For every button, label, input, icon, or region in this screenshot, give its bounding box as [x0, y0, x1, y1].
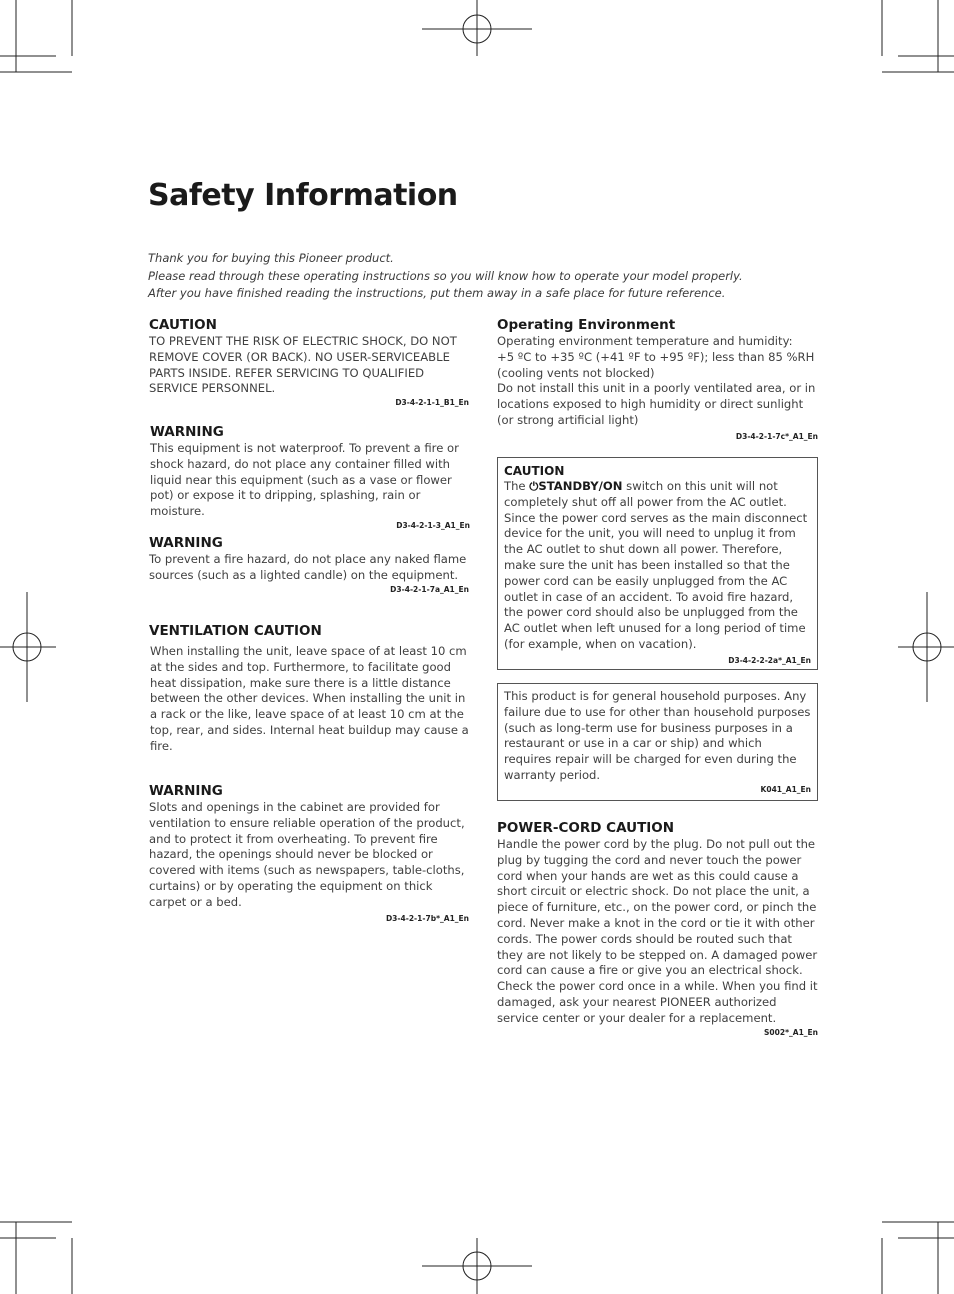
standby-caution-heading: CAUTION: [504, 464, 565, 478]
page-title: Safety Information: [148, 178, 458, 213]
warning-heading: WARNING: [149, 535, 223, 551]
caution-code: D3-4-2-1-1_B1_En: [395, 398, 469, 408]
standby-text-after: switch on this unit will not completely shut off all power from the AC outlet. Since the power cord serves as the main disconnect device for the unit, you will need to unplug it from the AC outlet to shut down all power. Therefore, make sure the unit has been installed so that the power cord can be easily unplugged from the AC outlet in case of an accident. To avoid fire hazard, the power cord should also be unplugged from the AC outlet when left unused for a long period of time (for example, when on vacation).: [504, 479, 808, 651]
power-cord-code: S002*_A1_En: [764, 1027, 818, 1037]
power-cord-caution-section: [497, 820, 818, 1038]
operating-environment-section: [497, 317, 818, 442]
ventilation-text: When installing the unit, leave space of at least 10 cm at the sides and top. Furthermore, to facilitate good heat dissipation, make sure there is a little distance between the other devices. When installing the unit in a rack or the like, leave space of at least 10 cm at the top, rear, and sides. Internal heat buildup may cause a fire.: [150, 644, 469, 753]
intro-line: Please read through these operating instructions so you will know how to operate your model properly.: [148, 268, 743, 283]
warning-heading: WARNING: [150, 424, 224, 440]
intro-line: Thank you for buying this Pioneer product.: [148, 251, 394, 265]
standby-caution-code: D3-4-2-2-2a*_A1_En: [728, 655, 811, 665]
intro-line: After you have finished reading the instructions, put them away in a safe place for future reference.: [148, 286, 726, 300]
power-cord-heading: POWER-CORD CAUTION: [497, 820, 675, 836]
intro-text: [148, 250, 788, 303]
warning-text: This equipment is not waterproof. To prevent a fire or shock hazard, do not place any container filled with liquid near this equipment (such as a vase or flower pot) or expose it to dripping, splashing, rain or moisture.: [150, 441, 459, 519]
caution-text: TO PREVENT THE RISK OF ELECTRIC SHOCK, DO NOT REMOVE COVER (OR BACK). NO USER-SERVICEABLE PARTS INSIDE. REFER SERVICING TO QUALIFIED SERVICE PERSONNEL.: [149, 334, 457, 396]
warning-code: D3-4-2-1-3_A1_En: [396, 520, 470, 530]
environment-line: Do not install this unit in a poorly ventilated area, or in locations exposed to high humidity or direct sunlight (or strong artificial light): [497, 381, 816, 427]
power-icon: ⏻: [529, 479, 539, 493]
standby-caution-box: [497, 457, 818, 670]
warning-code: D3-4-2-1-7b*_A1_En: [385, 913, 469, 923]
ventilation-caution-section: [149, 623, 469, 755]
warning-waterproof-section: [150, 424, 470, 531]
household-text: This product is for general household purposes. Any failure due to use for other than household purposes (such as long-term use for business purposes in a restaurant or use in a car or ship) and which requires repair will be charged for even during the warranty period.: [504, 689, 811, 782]
environment-line: +5 ºC to +35 ºC (+41 ºF to +95 ºF); less than 85 %RH (cooling vents not blocked): [497, 349, 815, 380]
caution-section: [149, 317, 469, 408]
warning-flame-section: [149, 535, 469, 595]
warning-openings-section: [149, 783, 469, 924]
ventilation-heading: VENTILATION CAUTION: [149, 623, 322, 639]
warning-code: D3-4-2-1-7a_A1_En: [390, 584, 469, 594]
power-cord-text: Handle the power cord by the plug. Do not pull out the plug by tugging the cord and never touch the power cord when your hands are wet as this could cause a short circuit or electric shock. Do not place the unit, a piece of furniture, etc., on the power cord, or pinch the cord. Never make a knot in the cord or tie it with other cords. The power cords should be routed such that they are not likely to be stepped on. A damaged power cord can cause a fire or give you an electrical shock. Check the power cord once in a while. When you find it damaged, ask your nearest PIONEER authorized service center or your dealer for a replacement.: [497, 837, 818, 1025]
caution-heading: CAUTION: [149, 317, 217, 333]
standby-switch-name: STANDBY/ON: [538, 479, 623, 493]
warning-heading: WARNING: [149, 783, 223, 799]
environment-heading: Operating Environment: [497, 317, 676, 333]
standby-text-before: The: [504, 479, 530, 493]
environment-line: Operating environment temperature and humidity:: [497, 334, 793, 348]
household-code: K041_A1_En: [760, 784, 811, 794]
household-purpose-box: [497, 683, 818, 801]
warning-text: To prevent a fire hazard, do not place any naked flame sources (such as a lighted candle) on the equipment.: [149, 552, 467, 582]
warning-text: Slots and openings in the cabinet are provided for ventilation to ensure reliable operation of the product, and to protect it from overheating. To prevent fire hazard, the openings should never be blocked or covered with items (such as newspapers, table-cloths, curtains) or by operating the equipment on thick carpet or a bed.: [149, 800, 465, 909]
environment-code: D3-4-2-1-7c*_A1_En: [735, 431, 818, 441]
standby-caution-text: [504, 479, 811, 653]
